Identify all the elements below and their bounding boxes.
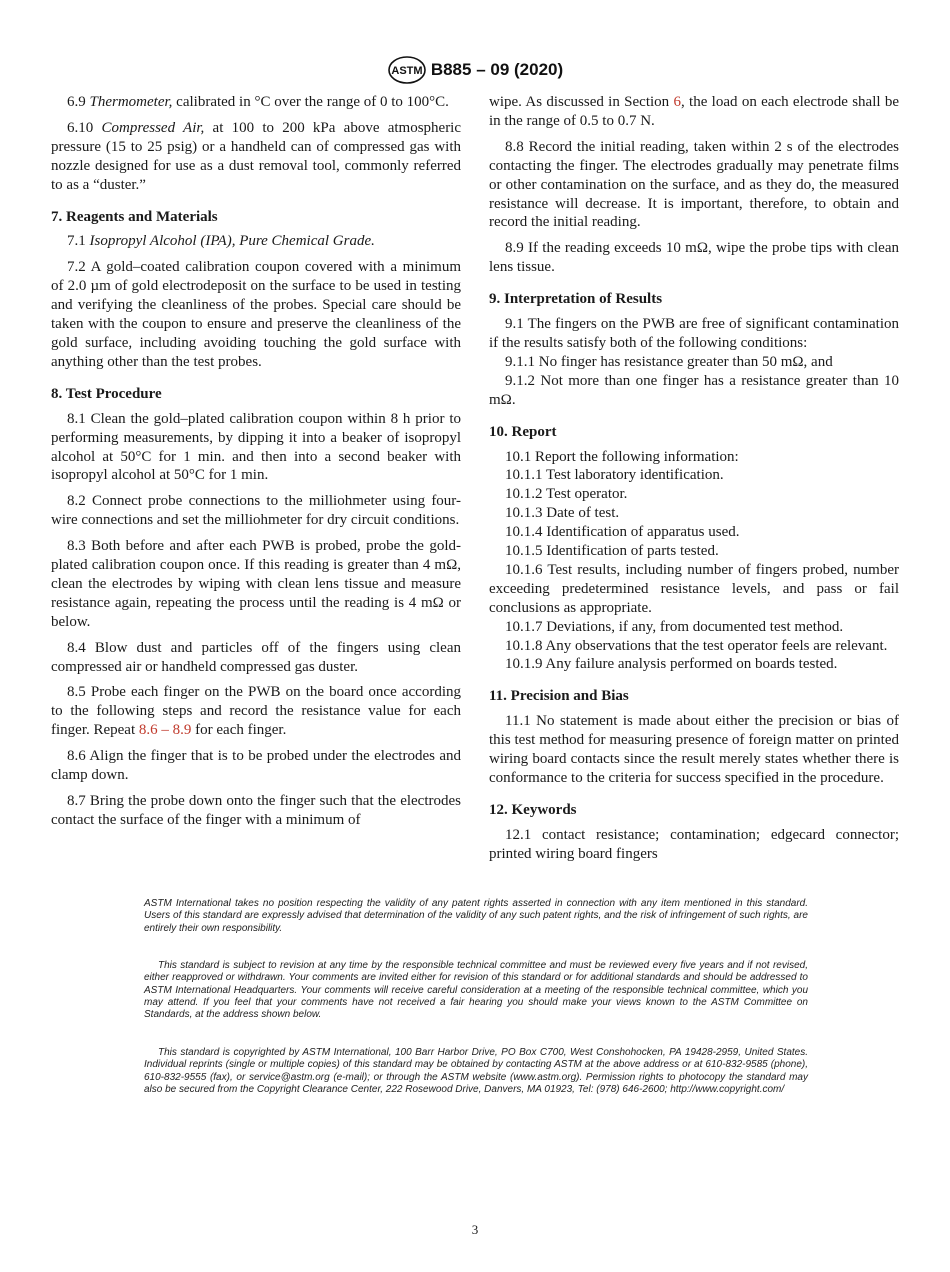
section-link-8-6-8-9[interactable]: 8.6 – 8.9 [138, 722, 192, 739]
paragraph-8-7: 8.7 Bring the probe down onto the finger such that the electrodes contact the surface of the finger with a minimum of [51, 793, 461, 828]
paragraph-9-1-2: 9.1.2 Not more than one finger has a resistance greater than 10 mΩ. [489, 372, 899, 408]
astm-logo-icon [387, 55, 427, 85]
section-heading-12: 12. Keywords [489, 801, 577, 818]
paragraph-8-4: 8.4 Blow dust and particles off of the fingers using clean compressed air or handheld compressed gas duster. [51, 639, 461, 675]
paragraph-9-1-1: 9.1.1 No finger has resistance greater than 50 mΩ, and [505, 353, 833, 370]
paragraph-7-1: 7.1 Isopropyl Alcohol (IPA), Pure Chemical Grade. [67, 233, 375, 250]
page-number: 3 [471, 1222, 479, 1237]
paragraph-8-5: 8.5 Probe each finger on the PWB on the board once according to the following steps and record the resistance value for each finger. Repeat 8.6 – 8.9 for each finger. [51, 684, 461, 739]
patent-notice: ASTM International takes no position respecting the validity of any patent rights asserted in connection with any item mentioned in this standard. Users of this standard are expressly advised that determination of the validity of any such patent rights, and the risk of infringement of such rights, are entirely their own responsibility. [144, 898, 808, 934]
right-column [489, 93, 899, 871]
paragraph-10-1-2: 10.1.2 Test operator. [505, 486, 628, 503]
section-link-6[interactable]: 6 [673, 94, 681, 110]
paragraph-7-2: 7.2 A gold–coated calibration coupon covered with a minimum of 2.0 µm of gold electrodeposit on the surface to be used in testing and verifying the cleanliness of the probes. Special care should be taken with the coupon to ensure and preserve the cleanliness of the gold surface, including avoiding touching the gold surface with anything other than the test probes. [51, 259, 461, 370]
paragraph-6-9: 6.9 Thermometer, calibrated in °C over the range of 0 to 100°C. [67, 94, 449, 110]
paragraph-9-1: 9.1 The fingers on the PWB are free of significant contamination if the results satisfy both of the following conditions: [489, 316, 899, 351]
section-heading-9: 9. Interpretation of Results [489, 291, 663, 308]
section-heading-8: 8. Test Procedure [51, 385, 162, 402]
section-heading-7: 7. Reagents and Materials [51, 208, 218, 225]
paragraph-10-1-7: 10.1.7 Deviations, if any, from documented test method. [505, 618, 844, 635]
paragraph-10-1-5: 10.1.5 Identification of parts tested. [505, 543, 719, 560]
copyright-notice: This standard is copyrighted by ASTM International, 100 Barr Harbor Drive, PO Box C700, West Conshohocken, PA 19428-2959, United States. Individual reprints (single or multiple copies) of this standard may be obtained by contacting ASTM at the above address or at 610-832-9585 (phone), 610-832-9555 (fax), or service@astm.org (e-mail); or through the ASTM website (www.astm.org). Permission rights to photocopy the standard may also be secured from the Copyright Clearance Center, 222 Rosewood Drive, Danvers, MA 01923, Tel: (978) 646-2600; http://www.copyright.com/ [144, 1047, 808, 1095]
page-header [0, 55, 950, 85]
paragraph-8-6: 8.6 Align the finger that is to be probed under the electrodes and clamp down. [51, 748, 461, 784]
paragraph-8-1: 8.1 Clean the gold–plated calibration coupon within 8 h prior to performing measurements, by dipping it into a beaker of isopropyl alcohol at 50°C for 1 min. and then into a second beaker with isopropyl alcohol at 50°C for 1 min. [51, 410, 461, 484]
paragraph-10-1-3: 10.1.3 Date of test. [505, 505, 620, 522]
left-column [51, 93, 461, 837]
standard-designation: B885 – 09 (2020) [430, 60, 564, 79]
paragraph-6-10: 6.10 Compressed Air, at 100 to 200 kPa above atmospheric pressure (15 to 25 psig) or a handheld can of compressed gas with nozzle designed for use as a dust removal tool, commonly referred to as a “duster.” [51, 119, 462, 193]
svg-text:ASTM: ASTM [391, 65, 423, 77]
paragraph-11-1: 11.1 No statement is made about either the precision or bias of this test method for measuring presence of foreign matter on printed wiring board contacts since the result merely states whether there is conformance to the criteria for success specified in the procedure. [489, 713, 899, 786]
paragraph-8-9: 8.9 If the reading exceeds 10 mΩ, wipe the probe tips with clean lens tissue. [489, 240, 899, 276]
paragraph-8-7-continued: wipe. As discussed in Section 6, the load on each electrode shall be in the range of 0.5 to 0.7 N. [489, 94, 900, 129]
paragraph-10-1-6: 10.1.6 Test results, including number of fingers probed, number exceeding predetermined resistance levels, and pass or fail conclusions as appropriate. [489, 561, 899, 616]
paragraph-12-1: 12.1 contact resistance; contamination; edgecard connector; printed wiring board fingers [489, 826, 899, 862]
paragraph-10-1: 10.1 Report the following information: [505, 448, 739, 465]
paragraph-8-8: 8.8 Record the initial reading, taken within 2 s of the electrodes contacting the finger. The electrodes gradually may penetrate films or other contamination on the surface, and as they do, the measured resistance will decrease. It is important, therefore, to obtain and record the initial reading. [489, 138, 899, 231]
revision-notice: This standard is subject to revision at any time by the responsible technical committee and must be reviewed every five years and if not revised, either reapproved or withdrawn. Your comments are invited either for revision of this standard or for additional standards and should be addressed to ASTM International Headquarters. Your comments will receive careful consideration at a meeting of the responsible technical committee, which you may attend. If you feel that your comments have not received a fair hearing you should make your views known to the ASTM Committee on Standards, at the address shown below. [144, 960, 808, 1021]
paragraph-8-2: 8.2 Connect probe connections to the milliohmeter using four-wire connections and set the milliohmeter for dry circuit conditions. [51, 493, 461, 529]
paragraph-10-1-9: 10.1.9 Any failure analysis performed on boards tested. [505, 656, 838, 673]
paragraph-10-1-4: 10.1.4 Identification of apparatus used. [505, 524, 740, 541]
paragraph-8-3: 8.3 Both before and after each PWB is probed, probe the gold-plated calibration coupon once. If this reading is greater than 4 mΩ, clean the electrodes by wiping with clean lens tissue and measure resistance again, repeating the process until the reading is 4 mΩ or below. [51, 538, 461, 630]
section-heading-11: 11. Precision and Bias [489, 688, 629, 705]
paragraph-10-1-8: 10.1.8 Any observations that the test operator feels are relevant. [505, 637, 888, 654]
section-heading-10: 10. Report [489, 423, 557, 440]
paragraph-10-1-1: 10.1.1 Test laboratory identification. [505, 467, 724, 484]
